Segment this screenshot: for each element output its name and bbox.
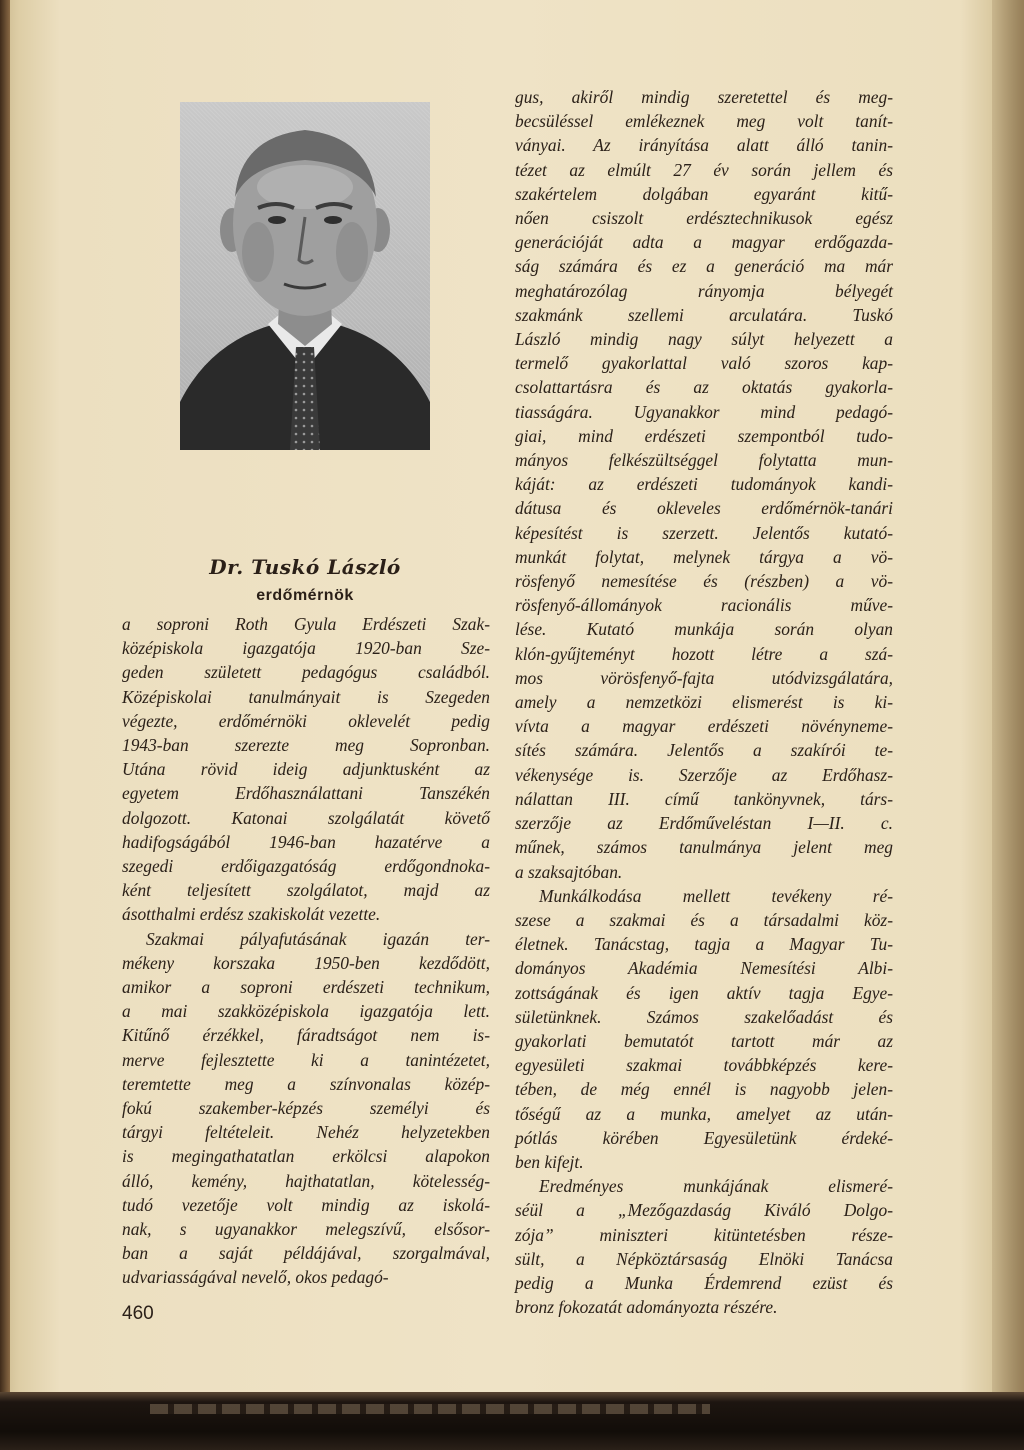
text-line: álló, kemény, hajthatatlan, kötelesség- [122,1170,490,1191]
text-line: termelő gyakorlattal való szoros kap- [515,353,893,374]
text-line: tiasságára. Ugyanakkor mind pedagó- [515,401,893,422]
text-line: műnek, számos tanulmánya jelent meg [515,837,893,858]
text-line: nően csiszolt erdésztechnikusok egész [515,208,893,229]
text-line: csolattartásra és az oktatás gyakorla- [515,377,893,398]
text-line: a mai szakközépiskola igazgatója lett. [122,1001,490,1022]
text-line: lése. Kutató munkája során olyan [515,619,893,640]
text-line: vívta a magyar erdészeti növényneme- [515,716,893,737]
book-bottom-edge [0,1392,1024,1450]
text-line: amikor a soproni erdészeti technikum, [122,977,490,998]
text-line: a soproni Roth Gyula Erdészeti Szak- [122,614,490,634]
text-line: pótlás körében Egyesületünk érdeké- [515,1127,893,1148]
text-line: végezte, erdőmérnöki oklevelét pedig [122,710,490,731]
text-line: sült, a Népköztársaság Elnöki Tanácsa [515,1248,893,1269]
text-line: fokú szakember-képzés személyi és [122,1098,490,1119]
left-text-column [122,612,490,1290]
text-line: amely a nemzetközi elismerést is ki- [515,692,893,713]
text-line: generációját adta a magyar erdőgazda- [515,232,893,253]
text-line: Középiskolai tanulmányait is Szegeden [122,686,490,707]
text-line: sítés számára. Jelentős a szakírói te- [515,740,893,761]
text-line: szese a szakmai és a társadalmi köz- [515,909,893,930]
text-line: dátusa és okleveles erdőmérnök-tanári [515,498,893,519]
text-line: tében, de még ennél is nagyobb jelen- [515,1079,893,1100]
text-line: mékeny korszaka 1950-ben kezdődött, [122,952,490,973]
text-line: séül a „Mezőgazdaság Kiváló Dolgo- [515,1200,893,1221]
text-line: zottságának és igen aktív tagja Egye- [515,982,893,1003]
text-line: László mindig nagy súlyt helyezett a [515,329,893,350]
text-line: merve fejlesztette ki a tanintézetet, [122,1049,490,1070]
text-line: 1943-ban szerezte meg Sopronban. [122,735,490,756]
text-line: rösfenyő-állományok racionális műve- [515,595,893,616]
text-line: szegedi erdőigazgatóság erdőgondnoka- [122,856,490,877]
text-line: tézet az elmúlt 27 év során jellem és [515,159,893,180]
text-line: mos vörösfenyő-fajta utódvizsgálatára, [515,667,893,688]
text-line: ványai. Az irányítása alatt álló tanin- [515,135,893,156]
text-line: tudó vezetője volt mindig az iskolá- [122,1194,490,1215]
text-line: is megingathatatlan erkölcsi alapokon [122,1146,490,1167]
text-line: szakértelem dolgában egyaránt kitű- [515,183,893,204]
text-line: gus, akiről mindig szeretettel és meg- [515,87,893,107]
text-line: ság számára és ez a generáció ma már [515,256,893,277]
text-line: ben kifejt. [515,1151,584,1172]
text-line: ként teljesített szolgálatot, majd az [122,880,490,901]
text-line: egyetem Erdőhasználattani Tanszékén [122,783,490,804]
text-line: Munkálkodása mellett tevékeny ré- [539,885,893,906]
text-line: tőségű az a munka, amelyet az után- [515,1103,893,1124]
text-line: sületünknek. Számos szakelőadást és [515,1006,893,1027]
text-line: tárgyi feltételeit. Nehéz helyzetekben [122,1122,490,1143]
right-text-column [515,85,893,1319]
text-line: ban a saját példájával, szorgalmával, [122,1243,490,1264]
text-line: nak, s ugyanakkor melegszívű, elsősor- [122,1219,490,1240]
text-line: Kitűnő érzékkel, fáradtságot nem is- [122,1025,490,1046]
page-number: 460 [122,1303,154,1324]
book-binding [0,0,10,1450]
text-line: gyakorlati bemutatót tartott már az [515,1030,893,1051]
text-line: munkát folytat, melynek tárgya a vö- [515,546,893,567]
text-line: zója” miniszteri kitüntetésben része- [515,1224,893,1245]
text-line: egyesületi szakmai továbbképzés kere- [515,1055,893,1076]
text-line: Utána rövid ideig adjunktusként az [122,759,490,780]
text-line: szakmánk szellemi arculatára. Tuskó [515,304,893,325]
text-line: rösfenyő nemesítése és (részben) a vö- [515,571,893,592]
text-line: meghatározólag rányomja bélyegét [515,280,893,301]
text-line: Szakmai pályafutásának igazán ter- [146,928,490,949]
text-line: bronz fokozatát adományozta részére. [515,1297,778,1318]
text-line: geden született pedagógus családból. [122,662,490,683]
portrait-illustration [180,102,430,450]
text-line: káját: az erdészeti tudományok kandi- [515,474,893,495]
text-line: klón-gyűjteményt hozott létre a szá- [515,643,893,664]
text-line: pedig a Munka Érdemrend ezüst és [515,1272,893,1293]
text-line: életnek. Tanácstag, tagja a Magyar Tu- [515,934,893,955]
text-line: képesítést is szerzett. Jelentős kutató- [515,522,893,543]
text-line: nálattan III. című tankönyvnek, társ- [515,788,893,809]
text-line: ásotthalmi erdész szakiskolát vezette. [122,904,381,925]
text-line: vékenysége is. Szerzője az Erdőhasz- [515,764,893,785]
text-line: középiskola igazgatója 1920-ban Sze- [122,638,490,659]
book-bottom-strip [150,1404,710,1414]
text-line: szerzője az Erdőműveléstan I—II. c. [515,813,893,834]
text-line: teremtette meg a színvonalas közép- [122,1073,490,1094]
text-line: dományos Akadémia Nemesítési Albi- [515,958,893,979]
text-line: udvariasságával nevelő, okos pedagó- [122,1267,389,1288]
portrait-caption-role: erdőmérnök [256,587,354,604]
text-line: a szaksajtóban. [515,861,623,882]
text-line: Eredményes munkájának elismeré- [539,1176,893,1197]
text-line: dolgozott. Katonai szolgálatát követő [122,807,490,828]
text-line: becsüléssel emlékeznek meg volt tanít- [515,111,893,132]
text-line: hadifogságából 1946-ban hazatérve a [122,831,490,852]
text-line: giai, mind erdészeti szempontból tudo- [515,425,893,446]
portrait-photo [180,102,430,450]
text-line: mányos felkészültséggel folytatta mun- [515,450,893,471]
page-edge-shadow [992,0,1024,1392]
portrait-caption-name: Dr. Tuskó László [209,555,401,579]
